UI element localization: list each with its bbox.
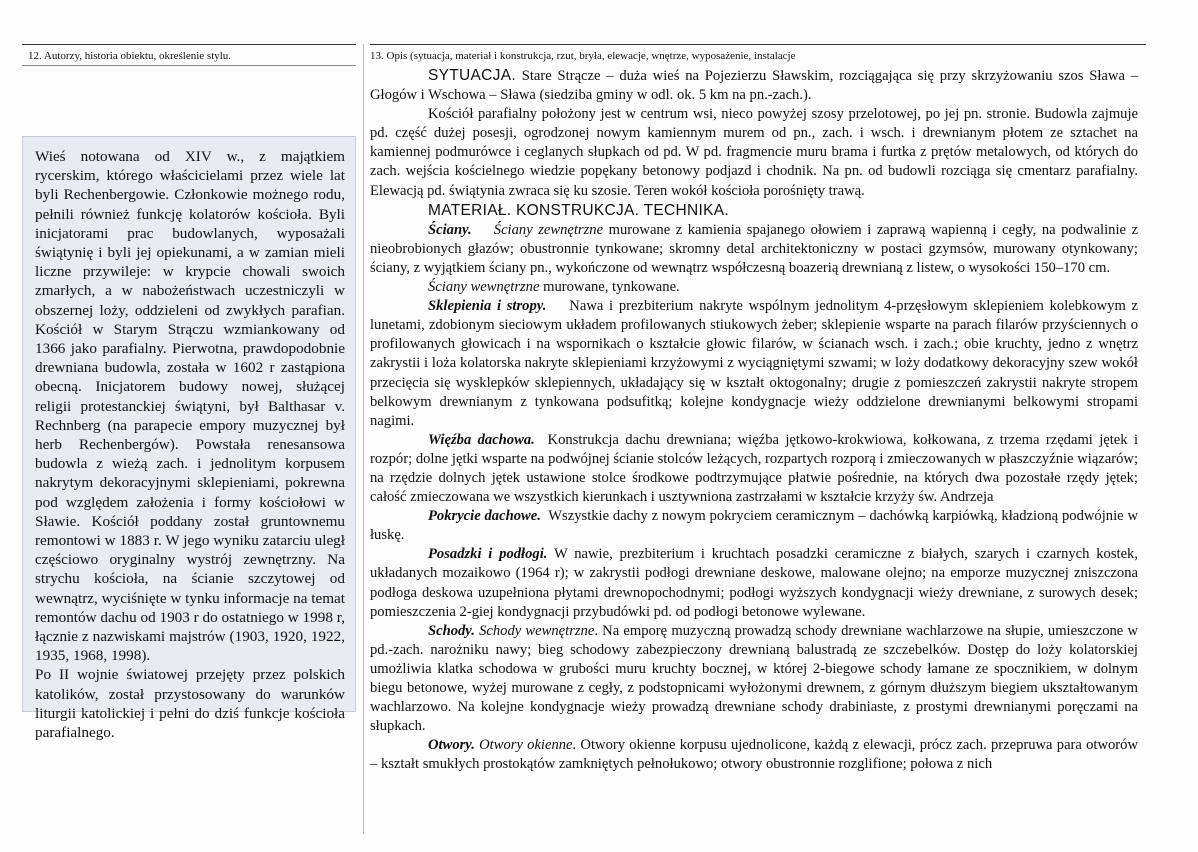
sklepienia-label: Sklepienia i stropy. <box>428 298 547 315</box>
sciany-wew-paragraph <box>370 278 1138 297</box>
schody-text: . Na emporę muzyczną prowadzą schody drewniane wachlarzowe na słupie, umieszczone w pd.-zach. narożniku nawy; bieg schodowy zabezpieczony drewnianą balustradą ze szczebelków. Dostęp do loży kolatorskiej umożliwia klatka schodowa w grubości muru kruchty bocznej, w której 2-biegowe schody łamane ze spocznikiem, w dolnym biegu betonowe, wyżej murowane z cegły, z podstopnicami wyłożonymi drewnem, z górnym dłuższym biegiem ukształtowanym wachlarzowo. Na kolejne kondygnacje wieży prowadzą drewniane schody drabiniaste, z prostymi drewnianymi poręczami na słupkach. <box>370 622 1139 735</box>
sytuacja-text: Stare Strącze – duża wieś na Pojezierzu Sławskim, rozciągająca się przy skrzyżowaniu szos Sława – Głogów i Wschowa – Sława (siedziba gminy w odl. ok. 5 km na pn.-zach.). <box>370 68 1139 104</box>
wiezba-label: Więźba dachowa. <box>428 431 535 448</box>
sytuacja-paragraph <box>370 66 1138 105</box>
posadzki-text: W nawie, prezbiterium i kruchtach posadzki ceramiczne z białych, szarych i czarnych kostek, układanych mozaikowo (1964 r); w zakrystii podłogi drewniane deskowe, malowane olejno; na emporze muzycznej zniszczona podłoga deskowa uzupełniona płytami drewnopochodnymi; podłogi wyższych kondygnacji wieży drewniane, z surowych desek; pomieszczenia 2-giej kondygnacji przybudówki pd. od podłogi betonowe wylewane. <box>370 546 1138 620</box>
section-13-header: 13. Opis (sytuacja, materiał i konstrukcja, rzut, bryła, elewacje, wnętrze, wyposażenie, instalacje <box>370 44 1146 66</box>
history-paragraph-1: Wieś notowana od XIV w., z majątkiem rycerskim, którego właścicielami przez wiele lat byli Rechenbergowie. Członkowie możnego rodu, pełnili również funkcję kolatorów kościoła. Byli inicjatorami prac budowlanych, wyposażali świątynię i byli jej opiekunami, a w zamian mieli liczne przywileje: w krypcie chowali swoich zmarłych, a w nabożeństwach uczestniczyli w obszernej loży, oddzieleni od zwykłych parafian. Kościół w Starym Strączu wzmiankowany od 1366 jako parafialny. Pierwotna, prawdopodobnie drewniana budowla, została w 1602 r zastąpiona obecną. Inicjatorem budowy nowej, służącej religii protestanckiej świątyni, był Balthasar v. Rechnberg (na parapecie empory muzycznej był herb Rechenbergów). Powstała renesansowa budowla z wieżą zach. i jednolitym korpusem nakrytym dekoracyjnymi sklepieniami, pokrewna pod względem założenia i formy kościołowi w Sławie. Kościół poddany został gruntownemu remontowi w 1883 r. W jego wyniku zatarciu uległ częściowo oryginalny wystrój zewnętrzny. Na strychu kościoła, na ścianie szczytowej od wewnątrz, wyciśnięte w tynku informacje na temat remontów dachu od 1903 r do ostatniego w 1998 r, łącznie z nazwiskami majstrów (1903, 1920, 1922, 1935, 1968, 1998). <box>35 148 345 665</box>
history-text-box <box>22 136 356 742</box>
sciany-zew-label: Ściany zewnętrzne <box>493 221 604 238</box>
history-paragraph-2: Po II wojnie światowej przejęty przez polskich katolików, został przystosowany do warunków liturgii katolickiej i pełni do dziś funkcje kościoła parafialnego. <box>35 666 345 742</box>
pokrycie-text: Wszystkie dachy z nowym pokryciem ceramicznym – dachówką karpiówką, kładzioną podwójnie w łuskę. <box>370 508 1138 544</box>
material-heading-line <box>370 201 1138 221</box>
posadzki-label: Posadzki i podłogi. <box>428 546 548 563</box>
sciany-label: Ściany. <box>428 221 472 238</box>
pokrycie-paragraph <box>370 507 1138 545</box>
sytuacja-heading: SYTUACJA. <box>428 67 516 84</box>
otwory-okienne-label: Otwory okienne <box>479 737 573 754</box>
left-column <box>22 44 356 844</box>
right-column <box>370 44 1146 844</box>
otwory-paragraph <box>370 736 1138 774</box>
wiezba-paragraph <box>370 431 1138 507</box>
schody-paragraph <box>370 622 1138 737</box>
wiezba-text: Konstrukcja dachu drewniana; więźba jętkowo-krokwiowa, kołkowana, z trzema rzędami jętek i rozpór; dolne jętki wsparte na podwójnej ścianie stolców leżących, rozpartych rozporą i zmieczowanych w płaszczyźnie wiązarów; na rzędzie dolnych jętek ustawione stolce środkowe podtrzymujące płatwie pośrednie, na których dwa pozostałe rzędy jętek; całość zmieczowana we wszystkich kierunkach i usztywniona zastrzałami w kształcie krzyży św. Andrzeja <box>370 431 1139 506</box>
section-12-header: 12. Autorzy, historia obiektu, określenie stylu. <box>22 44 356 66</box>
material-heading: MATERIAŁ. KONSTRUKCJA. TECHNIKA. <box>428 201 729 219</box>
posadzki-paragraph <box>370 545 1138 621</box>
otwory-text: . Otwory okienne korpusu ujednolicone, każdą z elewacji, prócz zach. przepruwa para otworów – kształt smukłych prostokątów zamkniętych pełnołukowo; otwory obustronnie rozglifione; połowa z nich <box>370 737 1139 773</box>
schody-label: Schody. <box>428 622 475 639</box>
sklepienia-text: Nawa i prezbiterium nakryte wspólnym jednolitym 4-przęsłowym sklepieniem kolebkowym z lunetami, zdobionym sieciowym układem profilowanych stiukowych żeber; sklepienie wsparte na parach filarów przyściennych o profilowanych głowicach i na wspornikach o kształcie głowic filarów, w ścianach wsch. i zach.; obie kruchty, jedno z wnętrz zakrystii i loża kolatorska nakryte sklepieniami krzyżowymi z wyciągniętymi szwami; w loży dodatkowy dekoracyjny szew wokół przecięcia się wysklepków sklepiennych, układający się w kształt oktogonalny; drugie z pomieszczeń zakrystii nakryte stropem belkowym drewnianym z tynkowana podsufitką; kolejne kondygnacje wieży oddzielone drewnianymi belkowymi stropami nagimi. <box>370 298 1139 429</box>
sciany-wew-label: Ściany wewnętrzne <box>428 279 540 296</box>
description-body <box>370 66 1138 774</box>
sklepienia-paragraph <box>370 297 1138 431</box>
schody-wew-label: Schody wewnętrzne <box>479 622 595 639</box>
sciany-wew-text: murowane, tynkowane. <box>543 279 680 296</box>
sciany-zew-text: murowane z kamienia spajanego ołowiem i zaprawą wapienną i cegły, na podwalinie z nieobrobionych głazów; obustronnie tynkowane; skromny detal architektoniczny w postaci gzymsów, murowany otynkowany; ściany, z wyjątkiem ściany pn., wykończone od wewnątrz współczesną boazerią drewnianą z listew, o wysokości 150–170 cm. <box>370 221 1138 276</box>
otwory-label: Otwory. <box>428 737 475 754</box>
sciany-paragraph <box>370 221 1138 278</box>
pokrycie-label: Pokrycie dachowe. <box>428 508 541 525</box>
column-divider <box>363 44 364 834</box>
sytuacja-paragraph-2: Kościół parafialny położony jest w centrum wsi, nieco powyżej szosy przelotowej, po jej pn. stronie. Budowla zajmuje pd. część dużej posesji, ogrodzonej nowym kamiennym murem od pn., zach. i wsch. i drewnianym płotem ze sztachet na kamiennej podmurówce i ceglanych słupkach od pd. W pd. fragmencie muru brama i furtka z prętów metalowych, od których do zach. wejścia kościelnego wiedzie popękany betonowy podjazd i chodnik. Na pn. od budowli rozciąga się cmentarz parafialny. Elewacją pd. świątynia zwraca się ku szosie. Teren wokół kościoła porośnięty trawą. <box>370 106 1138 199</box>
